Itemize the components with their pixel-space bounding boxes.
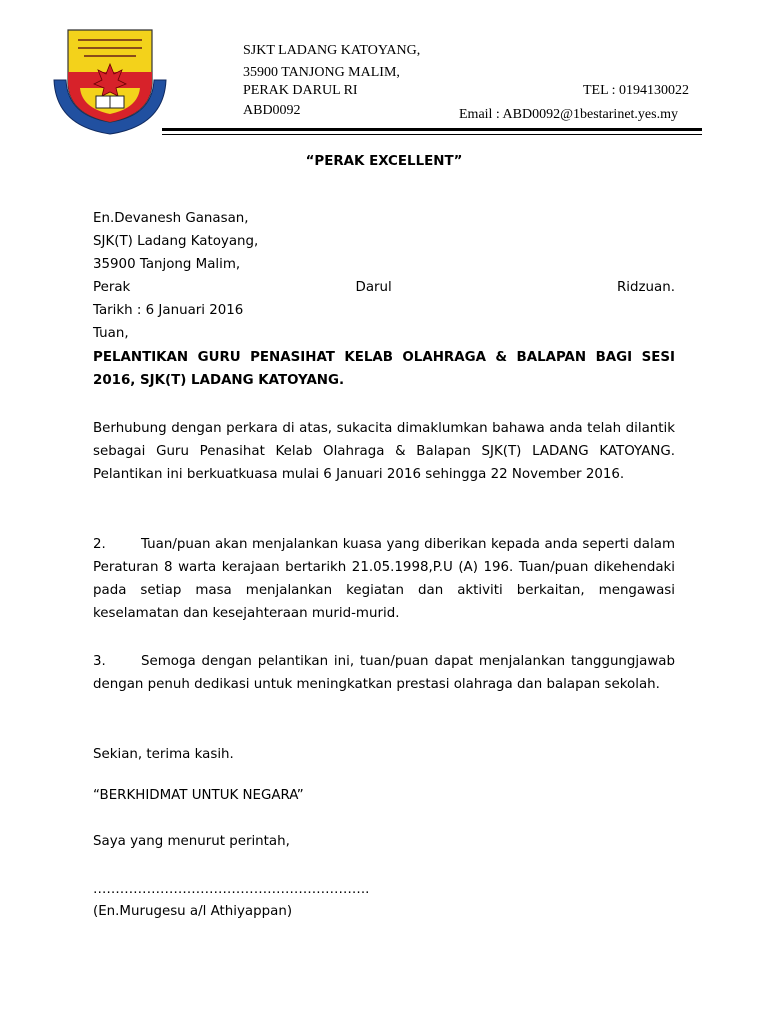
recipient-name: En.Devanesh Ganasan,	[93, 211, 249, 226]
paragraph-2-text: Tuan/puan akan menjalankan kuasa yang diberikan kepada anda seperti dalam Peraturan 8 warta kerajaan bertarikh 21.05.1998,P.U (A) 196. Tuan/puan dikehendaki pada setiap masa menjalankan kegiatan dan aktiviti berkaitan, mengawasi keselamatan dan kesejahteraan murid-murid.	[93, 537, 675, 621]
paragraph-3	[93, 650, 675, 696]
signature-line: ……………………………………………………..	[93, 882, 370, 897]
slogan: “PERAK EXCELLENT”	[305, 154, 463, 169]
address-line-2: PERAK DARUL RI	[243, 83, 358, 98]
paragraph-2-number: 2.	[93, 537, 106, 552]
school-name: SJKT LADANG KATOYANG,	[243, 43, 421, 58]
subject-line: PELANTIKAN GURU PENASIHAT KELAB OLAHRAGA & BALAPAN BAGI SESI 2016, SJK(T) LADANG KATOYANG.	[93, 350, 675, 388]
telephone: TEL : 0194130022	[583, 83, 690, 98]
state-word-2: Darul	[355, 280, 392, 295]
school-code: ABD0092	[243, 103, 301, 118]
header-rule-thin	[162, 134, 702, 135]
recipient-block	[93, 207, 675, 345]
address-line-1: 35900 TANJONG MALIM,	[243, 65, 400, 80]
recipient-school: SJK(T) Ladang Katoyang,	[93, 234, 259, 249]
signatory-name: (En.Murugesu a/l Athiyappan)	[93, 904, 293, 919]
paragraph-1: Berhubung dengan perkara di atas, sukacita dimaklumkan bahawa anda telah dilantik sebagai Guru Penasihat Kelab Olahraga & Balapan SJK(T) LADANG KATOYANG. Pelantikan ini berkuatkuasa mulai 6 Januari 2016 sehingga 22 November 2016.	[93, 421, 675, 482]
paragraph-3-text: Semoga dengan pelantikan ini, tuan/puan dapat menjalankan tanggungjawab dengan penuh dedikasi untuk meningkatkan prestasi olahraga dan balapan sekolah.	[93, 654, 675, 692]
paragraph-2	[93, 533, 675, 625]
signoff: Saya yang menurut perintah,	[93, 834, 290, 849]
letter-date: Tarikh : 6 Januari 2016	[93, 303, 244, 318]
motto: “BERKHIDMAT UNTUK NEGARA”	[93, 788, 304, 803]
state-word-1: Perak	[93, 280, 131, 295]
school-logo	[50, 26, 170, 138]
recipient-state	[93, 276, 675, 299]
recipient-city: 35900 Tanjong Malim,	[93, 257, 241, 272]
header-rule-thick	[162, 128, 702, 131]
state-word-3: Ridzuan.	[616, 280, 675, 295]
paragraph-3-number: 3.	[93, 654, 106, 669]
closing: Sekian, terima kasih.	[93, 747, 234, 762]
email: Email : ABD0092@1bestarinet.yes.my	[459, 107, 678, 122]
salutation: Tuan,	[93, 326, 129, 341]
